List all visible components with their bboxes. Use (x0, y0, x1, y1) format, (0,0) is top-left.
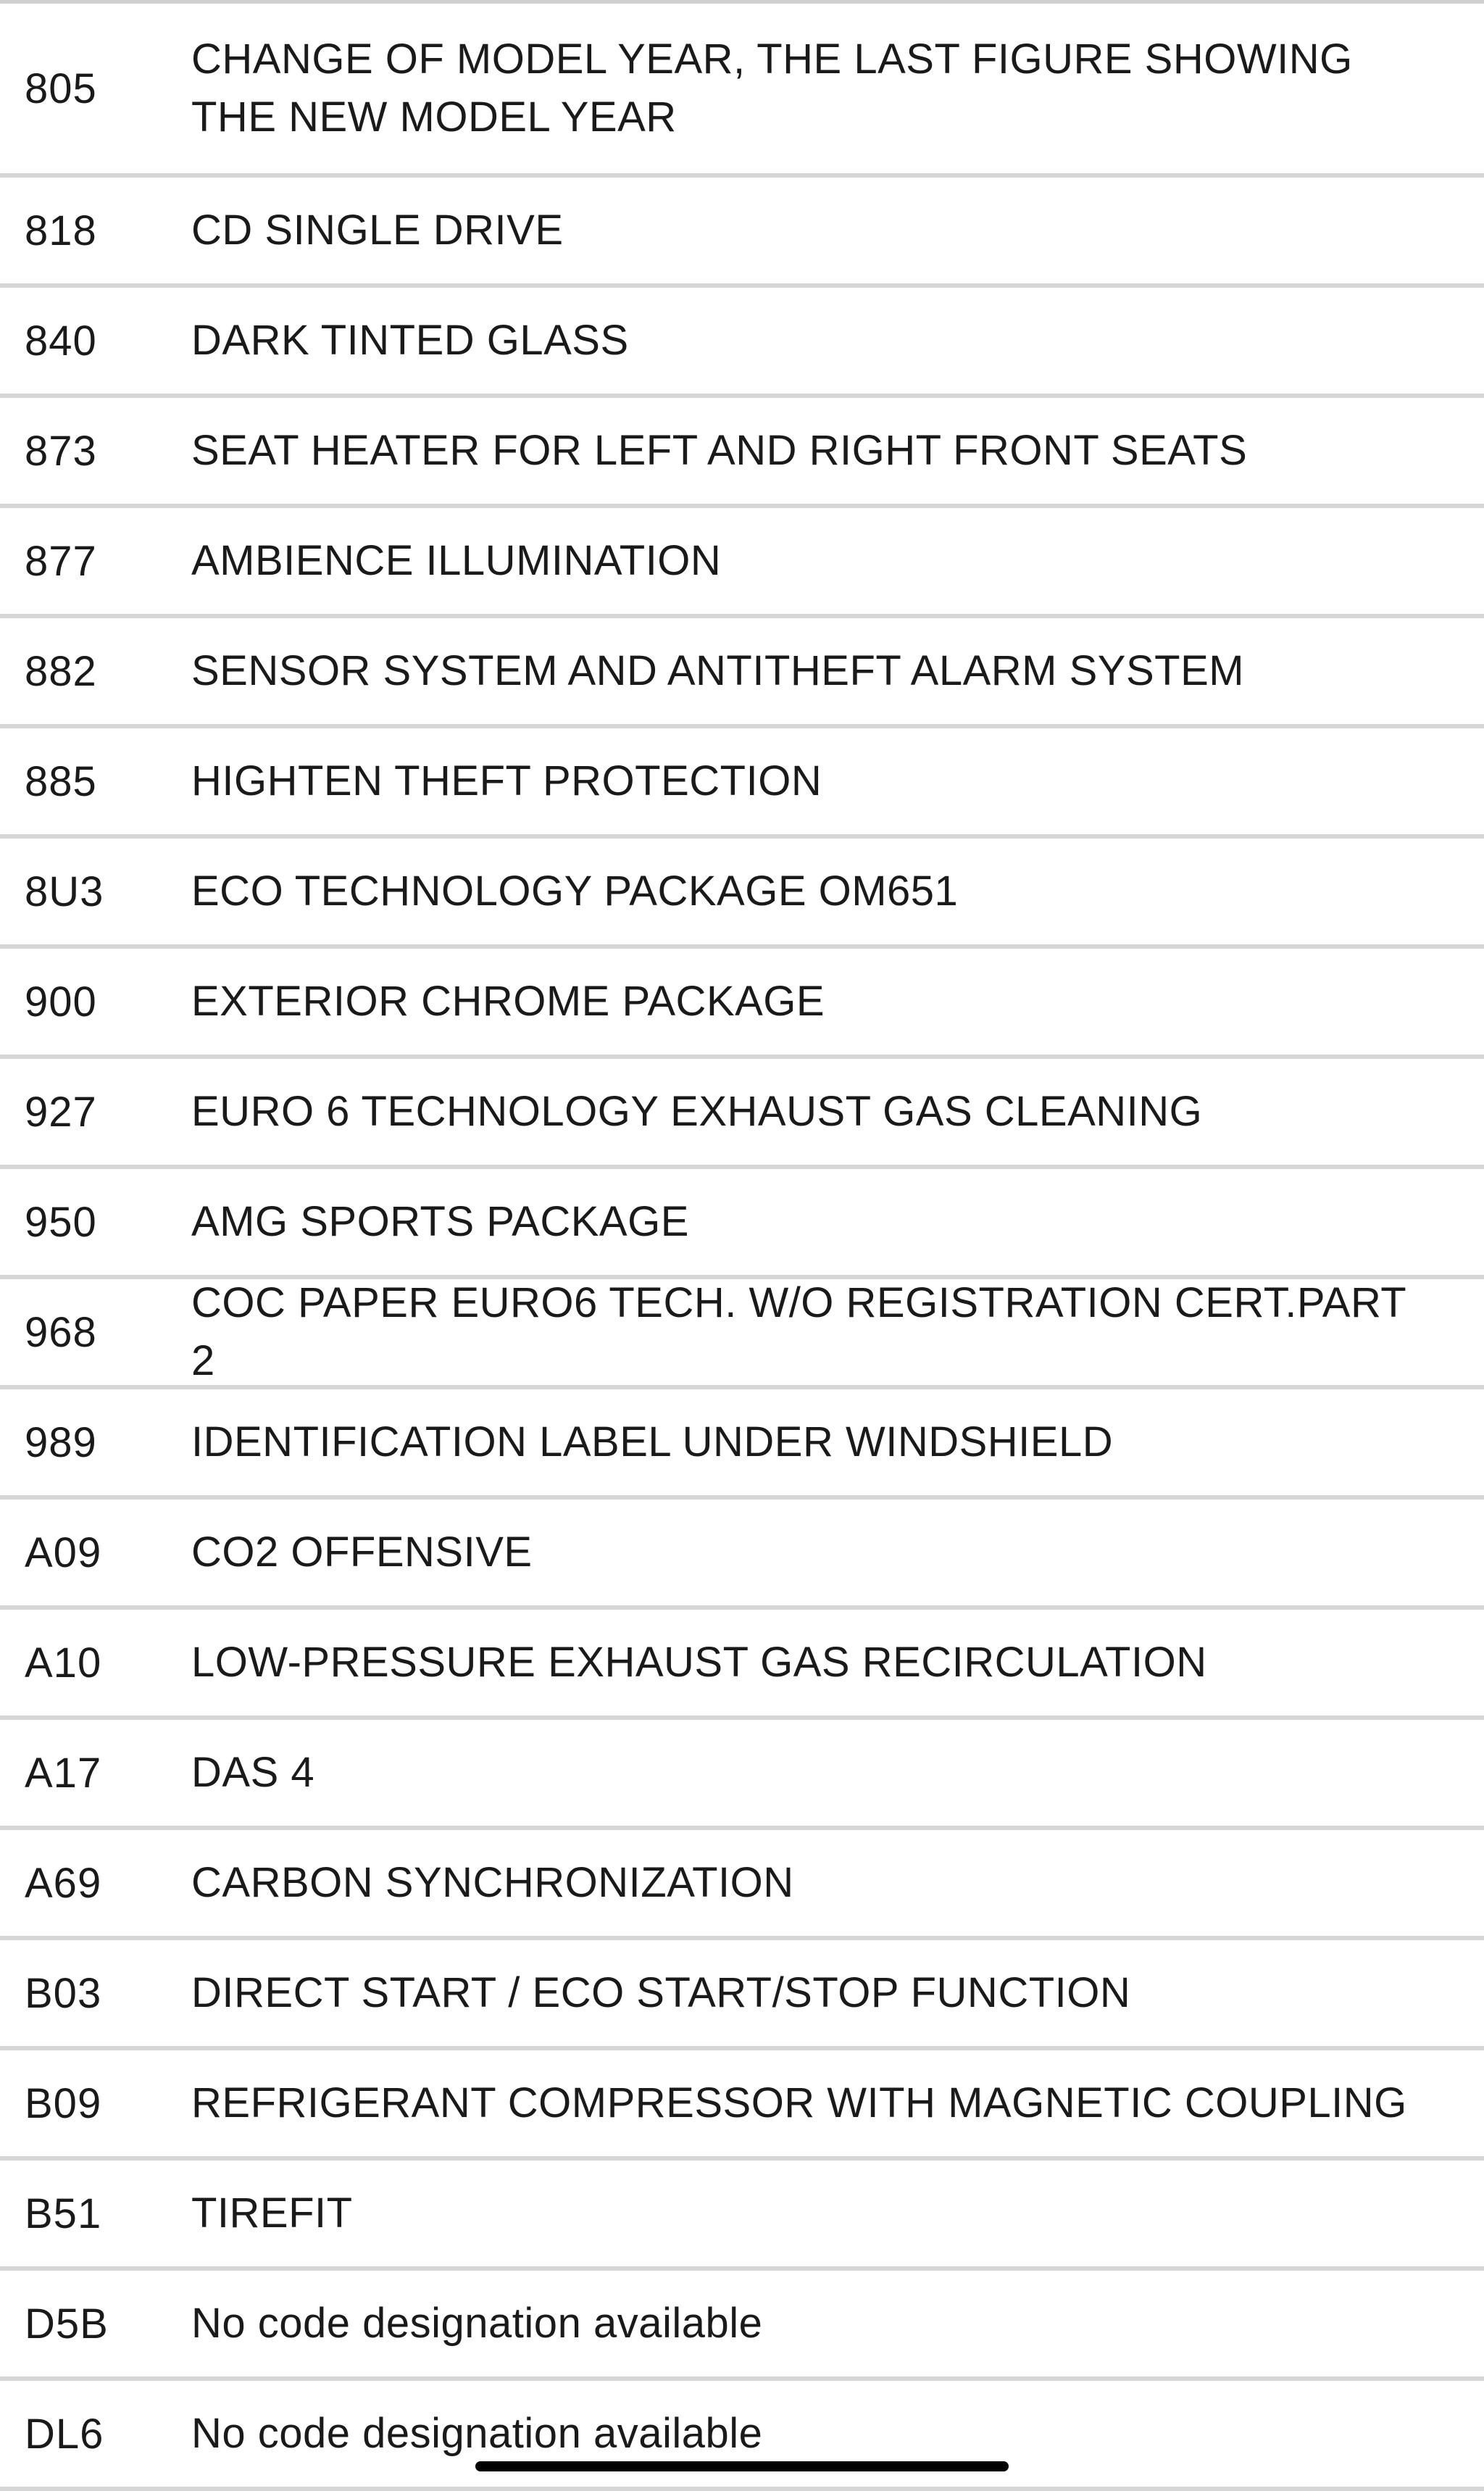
option-description: COC PAPER EURO6 TECH. W/O REGISTRATION CERT.PART 2 (191, 1279, 1406, 1384)
option-code: 900 (25, 978, 97, 1026)
code-table (0, 4, 1484, 2491)
option-code: 950 (25, 1198, 97, 1246)
option-code: B51 (25, 2189, 102, 2237)
option-description: CARBON SYNCHRONIZATION (191, 1859, 794, 1906)
option-description: No code designation available (191, 2300, 763, 2347)
option-description: CHANGE OF MODEL YEAR, THE LAST FIGURE SHOWING THE NEW MODEL YEAR (191, 36, 1353, 141)
option-description: CD SINGLE DRIVE (191, 207, 564, 254)
option-description: AMG SPORTS PACKAGE (191, 1198, 689, 1245)
option-code: 873 (25, 427, 97, 475)
table-row (0, 4, 1484, 178)
option-description: AMBIENCE ILLUMINATION (191, 537, 722, 584)
option-description: DIRECT START / ECO START/STOP FUNCTION (191, 1969, 1131, 2016)
table-row (0, 2271, 1484, 2381)
option-description: HIGHTEN THEFT PROTECTION (191, 757, 822, 804)
option-description: REFRIGERANT COMPRESSOR WITH MAGNETIC COUPLING (191, 2079, 1407, 2126)
option-code: 818 (25, 207, 97, 254)
table-row (0, 2161, 1484, 2271)
option-code: A69 (25, 1859, 102, 1907)
option-code: 8U3 (25, 868, 104, 915)
table-row (0, 1389, 1484, 1500)
option-code: 882 (25, 647, 97, 695)
option-code: B03 (25, 1969, 102, 2017)
option-description: EXTERIOR CHROME PACKAGE (191, 978, 825, 1025)
table-row (0, 1059, 1484, 1169)
option-code: B09 (25, 2079, 102, 2127)
table-row (0, 178, 1484, 288)
option-description: No code designation available (191, 2410, 763, 2457)
option-code: 805 (25, 65, 97, 112)
table-row (0, 1500, 1484, 1610)
table-row (0, 2050, 1484, 2161)
option-description: LOW-PRESSURE EXHAUST GAS RECIRCULATION (191, 1639, 1207, 1686)
option-code: 885 (25, 757, 97, 805)
option-description: DAS 4 (191, 1749, 315, 1796)
option-code: DL6 (25, 2410, 104, 2458)
option-code: A17 (25, 1749, 102, 1797)
table-row (0, 728, 1484, 839)
table-row (0, 1830, 1484, 1940)
table-row (0, 2381, 1484, 2491)
option-description: ECO TECHNOLOGY PACKAGE OM651 (191, 868, 959, 915)
option-code: 989 (25, 1418, 97, 1466)
table-row (0, 618, 1484, 728)
table-row (0, 1940, 1484, 2050)
table-row (0, 398, 1484, 508)
table-row (0, 839, 1484, 949)
table-row (0, 1279, 1484, 1389)
option-code: A10 (25, 1639, 102, 1687)
option-description: DARK TINTED GLASS (191, 317, 629, 364)
table-row (0, 949, 1484, 1059)
table-row (0, 288, 1484, 398)
table-row (0, 1720, 1484, 1830)
option-code: 927 (25, 1088, 97, 1136)
option-description: CO2 OFFENSIVE (191, 1529, 533, 1576)
table-row (0, 1169, 1484, 1279)
table-row (0, 508, 1484, 618)
table-row (0, 1610, 1484, 1720)
option-code: 877 (25, 537, 97, 585)
option-description: EURO 6 TECHNOLOGY EXHAUST GAS CLEANING (191, 1088, 1203, 1135)
option-description: SEAT HEATER FOR LEFT AND RIGHT FRONT SEATS (191, 427, 1248, 474)
option-code: 968 (25, 1308, 97, 1356)
option-description: SENSOR SYSTEM AND ANTITHEFT ALARM SYSTEM (191, 647, 1245, 694)
option-description: IDENTIFICATION LABEL UNDER WINDSHIELD (191, 1418, 1114, 1465)
option-code: A09 (25, 1529, 102, 1576)
option-description: TIREFIT (191, 2189, 353, 2237)
option-code: D5B (25, 2300, 109, 2347)
option-code: 840 (25, 317, 97, 365)
